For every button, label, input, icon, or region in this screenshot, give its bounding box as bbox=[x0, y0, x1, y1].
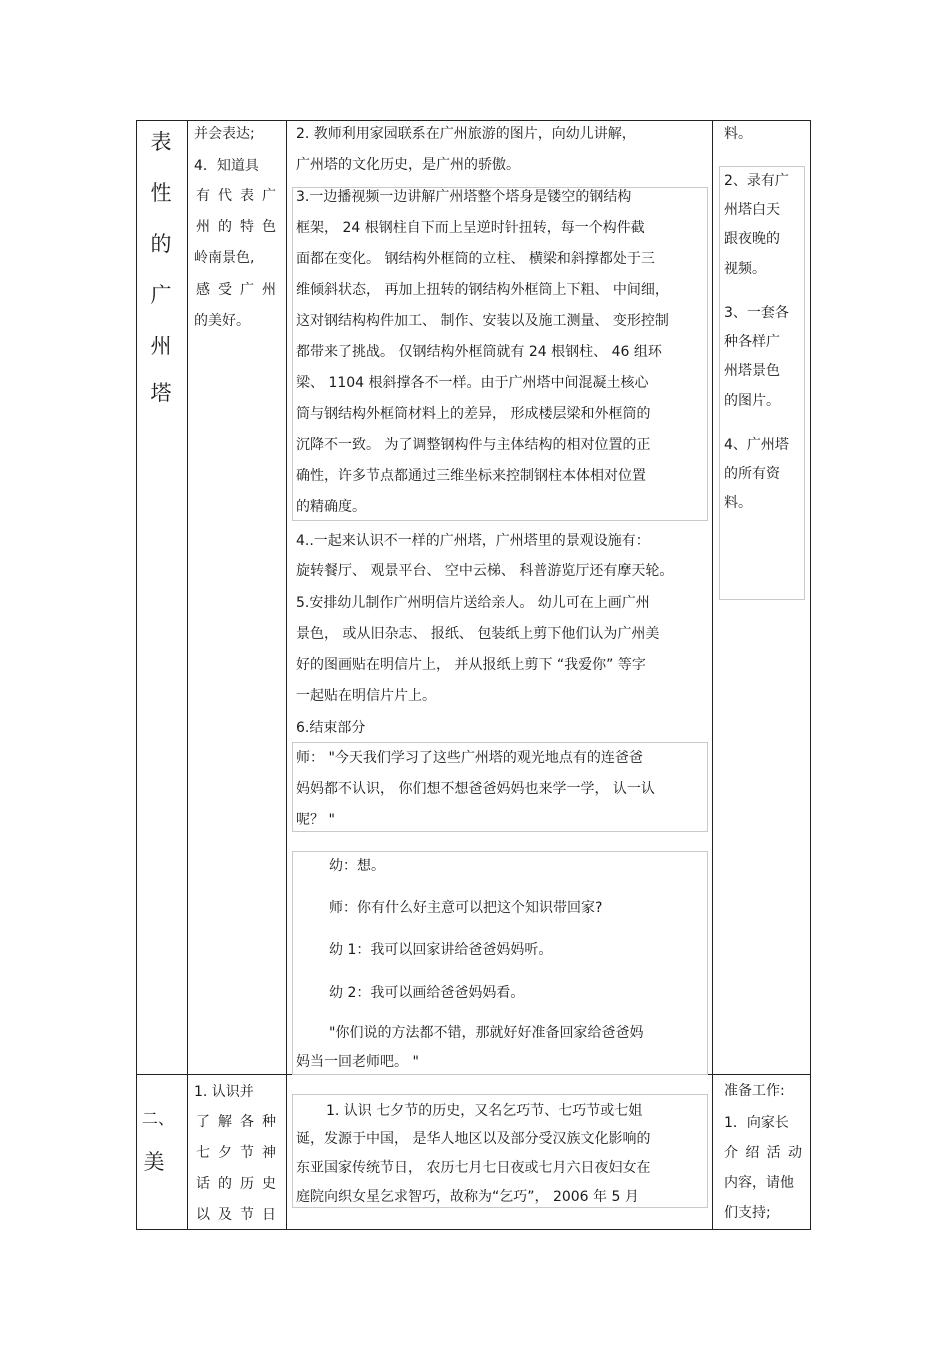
process-line: 4..一起来认识不一样的广州塔，广州塔里的景观设施有： bbox=[296, 533, 650, 549]
dialogue-line: "你们说的方法都不错，那就好好准备回家给爸爸妈 bbox=[329, 1025, 644, 1041]
dialogue-line: 妈当一回老师吧。 " bbox=[296, 1054, 419, 1070]
objective-line: 并会表达; bbox=[194, 126, 255, 142]
process-line: 的精确度。 bbox=[296, 499, 366, 515]
material-line: 种各样广 bbox=[724, 334, 780, 350]
process-line: 梁、 1104 根斜撑各不一样。由于广州塔中间混凝土核心 bbox=[296, 375, 649, 391]
process-line: 3.一边播视频一边讲解广州塔整个塔身是镂空的钢结构 bbox=[296, 189, 632, 205]
table-col-divider-1 bbox=[187, 120, 188, 1230]
process-line: 呢？ " bbox=[296, 812, 335, 828]
objective-line: 了 解 各 种 bbox=[196, 1114, 276, 1130]
dialogue-line: 幼：想。 bbox=[329, 858, 385, 874]
process-line: 1. 认识 七夕节的历史，又名乞巧节、七巧节或七姐 bbox=[326, 1103, 643, 1119]
process-line: 6.结束部分 bbox=[296, 720, 366, 736]
preparation-line: 准备工作: bbox=[724, 1083, 785, 1099]
dialogue-line: 师：你有什么好主意可以把这个知识带回家? bbox=[329, 900, 603, 916]
process-line: 东亚国家传统节日， 农历七月七日夜或七月六日夜妇女在 bbox=[296, 1160, 651, 1176]
process-line: 面都在变化。 钢结构外框筒的立柱、 横梁和斜撑都处于三 bbox=[296, 251, 655, 267]
topic-char: 表 bbox=[150, 130, 172, 154]
process-line: 沉降不一致。 为了调整钢构件与主体结构的相对位置的正 bbox=[296, 437, 651, 453]
material-line: 州塔白天 bbox=[724, 202, 780, 218]
preparation-line: 介 绍 活 动 bbox=[724, 1145, 802, 1161]
objective-line: 州 的 特 色 bbox=[196, 219, 276, 235]
objective-line: 以 及 节 日 bbox=[196, 1207, 276, 1223]
process-line: 2. 教师利用家园联系在广州旅游的图片，向幼儿讲解， bbox=[296, 126, 636, 142]
process-line: 妈妈都不认识， 你们想不想爸爸妈妈也来学一学， 认一认 bbox=[296, 781, 655, 797]
table-top-border bbox=[136, 120, 811, 121]
process-line: 景色， 或从旧杂志、 报纸、 包装纸上剪下他们认为广州美 bbox=[296, 626, 660, 642]
material-line: 的图片。 bbox=[724, 393, 780, 409]
objective-line: 七 夕 节 神 bbox=[196, 1145, 276, 1161]
objective-line: 4．知道具 bbox=[194, 158, 259, 174]
process-line: 框架， 24 根钢柱自下而上呈逆时针扭转，每一个构件截 bbox=[296, 220, 645, 236]
objective-line: 有 代 表 广 bbox=[196, 188, 276, 204]
preparation-line: 内容，请他 bbox=[724, 1175, 794, 1191]
material-line: 2、录有广 bbox=[724, 173, 789, 189]
material-line: 跟夜晚的 bbox=[724, 231, 780, 247]
topic-char: 广 bbox=[150, 283, 172, 307]
topic-char: 的 bbox=[150, 232, 172, 256]
process-line: 师： "今天我们学习了这些广州塔的观光地点有的连爸爸 bbox=[296, 750, 643, 766]
table-left-border bbox=[136, 120, 137, 1230]
preparation-line: 1．向家长 bbox=[724, 1115, 789, 1131]
objective-line: 岭南景色, bbox=[194, 250, 255, 266]
material-line: 4、广州塔 bbox=[724, 437, 789, 453]
objective-line: 感 受 广 州 bbox=[196, 282, 276, 298]
process-line: 诞，发源于中国， 是华人地区以及部分受汉族文化影响的 bbox=[296, 1131, 651, 1147]
topic-char: 塔 bbox=[150, 381, 172, 405]
material-line: 料。 bbox=[724, 126, 752, 142]
material-line: 州塔景色 bbox=[724, 363, 780, 379]
process-line: 一起贴在明信片片上。 bbox=[296, 688, 436, 704]
objective-line: 1. 认识并 bbox=[194, 1084, 254, 1100]
table-col-divider-3 bbox=[712, 120, 713, 1230]
process-line: 筒与钢结构外框筒材料上的差异， 形成楼层梁和外框筒的 bbox=[296, 406, 651, 422]
topic-char: 州 bbox=[150, 334, 172, 358]
table-col-divider-2 bbox=[286, 120, 287, 1230]
process-line: 广州塔的文化历史，是广州的骄傲。 bbox=[296, 157, 520, 173]
process-line: 确性，许多节点都通过三维坐标来控制钢柱本体相对位置 bbox=[296, 468, 646, 484]
objective-line: 的美好。 bbox=[194, 313, 250, 329]
preparation-line: 们支持; bbox=[724, 1205, 771, 1221]
dialogue-line: 幼 2：我可以画给爸爸妈妈看。 bbox=[329, 985, 525, 1001]
material-line: 视频。 bbox=[724, 261, 766, 277]
table-bottom-border bbox=[136, 1229, 811, 1230]
process-line: 好的图画贴在明信片上， 并从报纸上剪下 “我爱你” 等字 bbox=[296, 657, 646, 673]
process-line: 5.安排幼儿制作广州明信片送给亲人。 幼儿可在上画广州 bbox=[296, 595, 650, 611]
section-number: 二、 bbox=[142, 1109, 175, 1128]
material-line: 料。 bbox=[724, 495, 752, 511]
process-line: 庭院向织女星乞求智巧，故称为“乞巧”， 2006 年 5 月 bbox=[296, 1189, 639, 1205]
topic-char: 性 bbox=[150, 181, 172, 205]
material-line: 的所有资 bbox=[724, 466, 780, 482]
topic-char: 美 bbox=[143, 1150, 165, 1174]
table-right-border bbox=[810, 120, 811, 1230]
process-line: 旋转餐厅、 观景平台、 空中云梯、 科普游览厅还有摩天轮。 bbox=[296, 563, 674, 579]
process-line: 维倾斜状态， 再加上扭转的钢结构外框筒上下粗、 中间细， bbox=[296, 282, 669, 298]
dialogue-line: 幼 1：我可以回家讲给爸爸妈妈听。 bbox=[329, 942, 553, 958]
material-line: 3、一套各 bbox=[724, 305, 789, 321]
process-line: 这对钢结构构件加工、 制作、安装以及施工测量、 变形控制 bbox=[296, 313, 669, 329]
process-line: 都带来了挑战。 仅钢结构外框筒就有 24 根钢柱、 46 组环 bbox=[296, 344, 662, 360]
objective-line: 话 的 历 史 bbox=[196, 1176, 276, 1192]
